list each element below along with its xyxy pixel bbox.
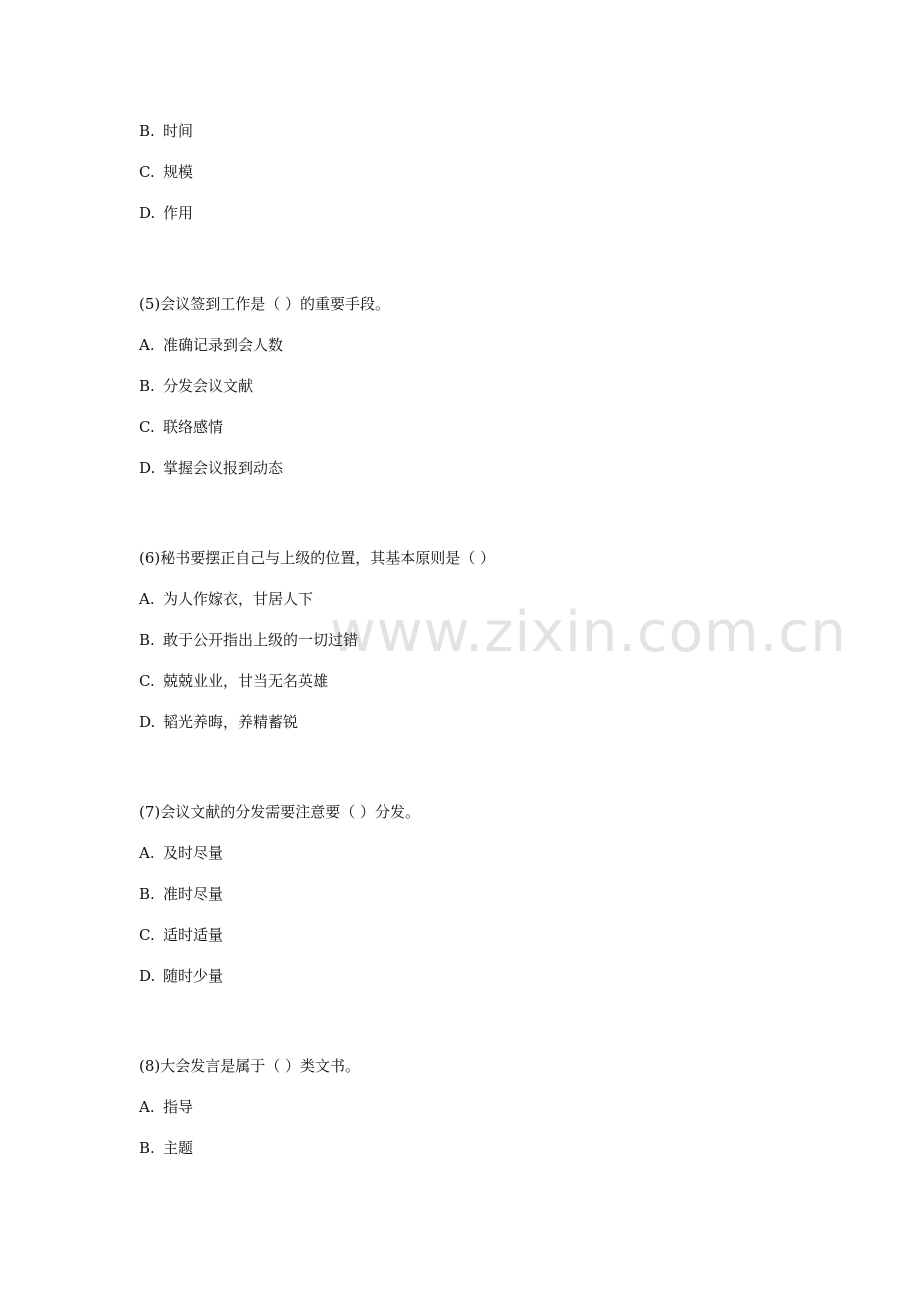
option-a — [139, 335, 283, 355]
option-text: 韬光养晦，养精蓄锐 — [163, 713, 299, 731]
option-text: 联络感情 — [163, 418, 224, 436]
option-a — [139, 843, 223, 863]
option-text: 作用 — [163, 204, 194, 222]
option-text: 主题 — [163, 1139, 194, 1157]
option-letter: B. — [139, 122, 155, 140]
watermark: www.zixin.com.cn — [330, 600, 847, 665]
option-b — [139, 884, 223, 904]
option-letter: C. — [139, 672, 155, 690]
option-text: 及时尽量 — [163, 844, 224, 862]
option-b — [139, 121, 193, 141]
option-c — [139, 925, 223, 945]
option-text: 指导 — [163, 1098, 194, 1116]
option-letter: D. — [139, 713, 156, 731]
option-text: 时间 — [163, 122, 194, 140]
question-6: (6)秘书要摆正自己与上级的位置，其基本原则是（ ） — [139, 549, 496, 567]
option-b — [139, 376, 253, 396]
option-letter: B. — [139, 631, 155, 649]
option-d — [139, 712, 298, 732]
option-letter: C. — [139, 926, 155, 944]
option-letter: D. — [139, 967, 156, 985]
option-text: 随时少量 — [163, 967, 224, 985]
option-letter: A. — [139, 844, 155, 862]
option-text: 敢于公开指出上级的一切过错 — [163, 631, 359, 649]
option-a — [139, 1097, 193, 1117]
option-text: 分发会议文献 — [163, 377, 254, 395]
option-c — [139, 671, 328, 691]
option-c — [139, 162, 193, 182]
question-7: (7)会议文献的分发需要注意要（ ）分发。 — [139, 803, 421, 821]
option-text: 为人作嫁衣，甘居人下 — [163, 590, 314, 608]
question-8: (8)大会发言是属于（ ）类文书。 — [139, 1057, 361, 1075]
option-text: 规模 — [163, 163, 194, 181]
option-letter: D. — [139, 204, 156, 222]
option-text: 兢兢业业，甘当无名英雄 — [163, 672, 329, 690]
option-letter: B. — [139, 1139, 155, 1157]
option-d — [139, 966, 223, 986]
option-text: 准时尽量 — [163, 885, 224, 903]
option-letter: A. — [139, 1098, 155, 1116]
option-letter: D. — [139, 459, 156, 477]
option-b — [139, 630, 358, 650]
option-letter: A. — [139, 336, 155, 354]
question-5: (5)会议签到工作是（ ）的重要手段。 — [139, 295, 391, 313]
option-text: 掌握会议报到动态 — [163, 459, 284, 477]
option-letter: A. — [139, 590, 155, 608]
option-letter: C. — [139, 418, 155, 436]
option-text: 准确记录到会人数 — [163, 336, 284, 354]
option-c — [139, 417, 223, 437]
option-letter: B. — [139, 885, 155, 903]
option-d — [139, 203, 193, 223]
option-a — [139, 589, 313, 609]
option-text: 适时适量 — [163, 926, 224, 944]
option-d — [139, 458, 283, 478]
option-letter: B. — [139, 377, 155, 395]
option-letter: C. — [139, 163, 155, 181]
option-b — [139, 1138, 193, 1158]
